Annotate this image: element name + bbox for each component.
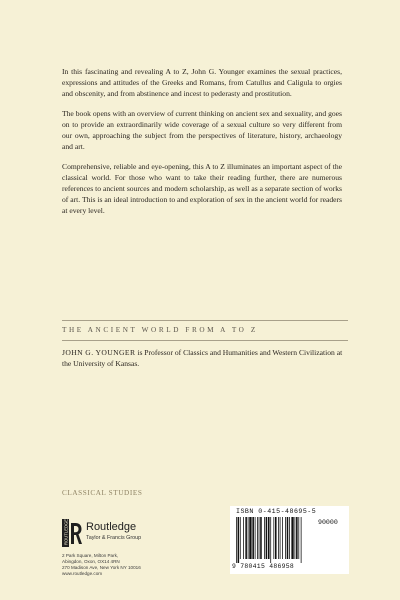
cover-blurb — [62, 66, 342, 225]
divider-bottom — [62, 340, 348, 341]
category-label: CLASSICAL STUDIES — [62, 489, 143, 497]
barcode-bar — [245, 517, 247, 559]
barcode-bar — [282, 517, 283, 559]
barcode-bar — [240, 517, 241, 559]
author-bio-text: is Professor of Classics and Humanities and Western Civilization at the University of Kansas. — [62, 348, 343, 368]
barcode-bar — [270, 517, 271, 563]
blurb-paragraph: In this fascinating and revealing A to Z, John G. Younger examines the sexual practices, expressions and attitudes of the Greeks and Romans, from Catullus and Caligula to orgies and obscenity, and from abstinence and incest to pederasty and prostitution. — [62, 67, 342, 98]
author-name: JOHN G. YOUNGER — [62, 348, 136, 357]
price-code: 90000 — [318, 519, 338, 526]
logo-vertical-text: ROUTLEDGE — [63, 519, 69, 545]
blurb-paragraph: Comprehensive, reliable and eye-opening, this A to Z illuminates an important aspect of the classical world. For those who want to take their reading further, there are numerous references to ancient sources and modern scholarship, as well as a separate section of works of art. This is an ideal introduction to and exploration of sex in the ancient world for readers at every level. — [62, 162, 342, 215]
isbn-label: ISBN 0-415-48695-5 — [236, 508, 317, 515]
barcode-bar — [273, 517, 274, 559]
ean-digits: 9 780415 486958 — [232, 563, 295, 570]
barcode-bar — [301, 517, 302, 563]
address-line: www.routledge.com — [62, 571, 103, 576]
barcode-bar — [259, 517, 260, 559]
barcode-bar — [298, 517, 299, 559]
barcode-bar — [257, 517, 258, 559]
barcode-bar — [264, 517, 265, 559]
series-title: THE ANCIENT WORLD FROM A TO Z — [62, 326, 258, 334]
barcode-bar — [236, 517, 237, 563]
barcode-bar — [266, 517, 268, 559]
barcode-bar — [260, 517, 262, 559]
barcode-icon — [234, 517, 318, 563]
barcode-bar — [275, 517, 277, 559]
address-line: 270 Madison Ave, New York NY 10016 — [62, 565, 141, 570]
barcode-bar — [285, 517, 286, 559]
barcode-bar — [296, 517, 298, 559]
publisher-group: Taylor & Francis Group — [86, 535, 142, 541]
publisher-address — [62, 553, 192, 577]
publisher-name: Routledge — [86, 521, 137, 533]
author-bio — [62, 347, 345, 369]
barcode-bar — [255, 517, 256, 559]
barcode-bar — [295, 517, 296, 559]
barcode-bar — [243, 517, 244, 559]
barcode-bar — [291, 517, 293, 559]
barcode-bar — [289, 517, 290, 559]
barcode-bar — [252, 517, 254, 559]
barcode-block — [230, 506, 349, 574]
divider-top — [62, 320, 348, 321]
blurb-paragraph: The book opens with an overview of current thinking on ancient sex and sexuality, and goes on to provide an extraordinarily wide coverage of a sexual culture so very different from our own, approaching the subject from the perspectives of literature, history, archaeology and art. — [62, 109, 342, 151]
barcode-bar — [249, 517, 251, 559]
barcode-bar — [268, 517, 270, 559]
address-line: Abingdon, Oxon, OX14 4RN — [62, 559, 120, 564]
barcode-bar — [238, 517, 240, 563]
barcode-bar — [248, 517, 249, 559]
barcode-bar — [278, 517, 279, 559]
barcode-bar — [280, 517, 281, 559]
barcode-bar — [287, 517, 289, 559]
publisher-logo — [62, 519, 182, 549]
routledge-logo-icon — [62, 519, 84, 547]
address-line: 2 Park Square, Milton Park, — [62, 553, 119, 558]
